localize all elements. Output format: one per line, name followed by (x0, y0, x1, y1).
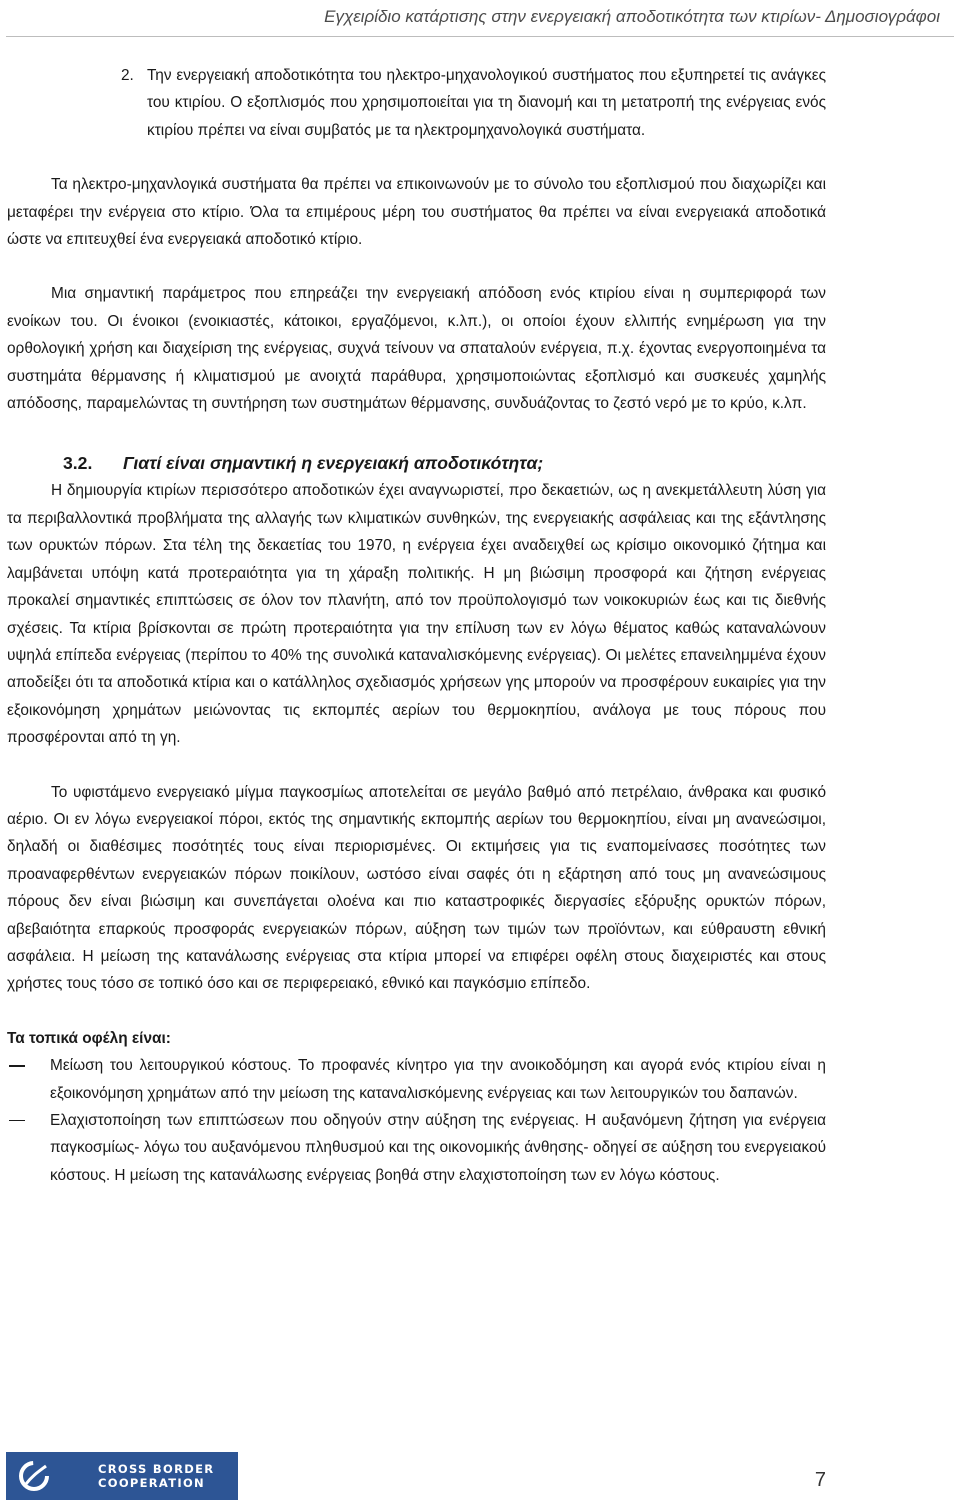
list-item (7, 1107, 826, 1189)
circle-logo-icon (16, 1458, 52, 1494)
paragraph-energy-mix: Το υφιστάμενο ενεργειακό μίγμα παγκοσμίως αποτελείται σε μεγάλο βαθμό από πετρέλαιο, άνθρακα και φυσικό αέριο. Οι εν λόγω ενεργειακοί πόροι, εκτός της σημαντικής εκπομπής αερίων του θερμοκηπίου, είναι μη ανανεώσιμοι, δηλαδή οι διαθέσιμες ποσότητές τους είναι περιορισμένες. Οι εκτιμήσεις για τις εναπομείνασες ποσότητες των προαναφερθέντων ενεργειακών πόρων ποικίλουν, ωστόσο είναι σαφές ότι η εξάρτηση από τους μη ανανεώσιμους πόρους δεν είναι βιώσιμη και συνεπάγεται ολοένα και πιο καταστροφικές διεργασίες εξόρυξης ορυκτών πόρων, αβεβαιότητα επαρκούς προσφοράς ενεργειακών πόρων, αύξηση των τιμών των προϊόντων, και εύθραυστη εθνική ασφάλεια. Η μείωση της κατανάλωσης ενέργειας στα κτίρια μπορεί να επιφέρει οφέλη στους διαχειριστές και στους χρήστες τους τόσο σε τοπικό όσο και σε περιφερειακό, εθνικό και παγκόσμιο επίπεδο. (7, 783, 826, 993)
list-item-2 (121, 62, 826, 144)
header-divider (6, 36, 954, 37)
benefit-text: Ελαχιστοποίηση των επιπτώσεων που οδηγούν στην αύξηση της ενέργειας. Η αυξανόμενη ζήτηση για ενέργεια παγκοσμίως- λόγω του αυξανόμενου πληθυσμού και της οικονομικής άνθησης- οδηγεί σε αύξηση του ενεργειακού κόστους. Η μείωση της κατανάλωσης ενέργειας βοηθά στην ελαχιστοποίηση των εν λόγω κόστους. (50, 1112, 826, 1184)
list-item (7, 1052, 826, 1107)
section-number: 3.2. (63, 453, 93, 474)
paragraph-importance: Η δημιουργία κτιρίων περισσότερο αποδοτικών έχει αναγνωριστεί, προ δεκαετιών, ως η ανεκμετάλλευτη λύση για τα περιβαλλοντικά προβλήματα της αλλαγής των κλιματικών συνθηκών, της ενεργειακής ασφάλειας και της εξάντλησης των ορυκτών πόρων. Στα τέλη της δεκαετίας του 1970, η ενέργεια έχει αναδειχθεί ως κρίσιμο οικονομικό ζήτημα και λαμβάνεται υπόψη κατά προτεραιότητα για τη χάραξη πολιτικής. Η μη βιώσιμη προσφορά και ζήτηση ενέργειας προκαλεί σημαντικές επιπτώσεις σε όλον τον πλανήτη, από τον προϋπολογισμό των νοικοκυριών έως και τις διεθνής σχέσεις. Τα κτίρια βρίσκονται σε πρώτη προτεραιότητα για την επίλυση των εν λόγω θέματος καθώς καταναλώνουν υψηλά επίπεδα ενέργειας (περίπου το 40% της συνολικά καταναλισκόμενης ενέργειας). Οι μελέτες επανειλημμένα έχουν αποδείξει ότι τα αποδοτικά κτίρια και ο κατάλληλος σχεδιασμός χρήσεων γης μπορούν να προσφέρουν ευκαιρίες για την εξοικονόμηση χρημάτων μειώνοντας τις εκπομπές αερίων του θερμοκηπίου, ανάλογα με τους πόρους που προσφέρονται από τη γη. (7, 482, 826, 747)
page-body (7, 62, 826, 1189)
list-item-number: 2. (121, 67, 134, 84)
logo-line-1: CROSS BORDER (98, 1462, 215, 1476)
section-heading (7, 449, 826, 477)
page-number: 7 (814, 1469, 826, 1491)
logo-line-2: COOPERATION (98, 1476, 205, 1490)
paragraph-systems: Τα ηλεκτρο-μηχανλογικά συστήματα θα πρέπει να επικοινωνούν με το σύνολο του εξοπλισμού που διαχωρίζει και μεταφέρει την ενέργεια στο κτίριο. Όλα τα επιμέρους μέρη του συστήματος θα πρέπει να είναι ενεργειακά αποδοτικά ώστε να επιτευχθεί ένα ενεργειακά αποδοτικό κτίριο. (7, 176, 826, 249)
dash-bullet-icon (9, 1065, 25, 1066)
logo-text (98, 1462, 214, 1490)
benefits-heading: Τα τοπικά οφέλη είναι: (7, 1029, 171, 1047)
dash-bullet-icon (9, 1120, 25, 1121)
benefits-list (7, 1052, 826, 1189)
cross-border-cooperation-logo (6, 1452, 238, 1500)
section-title: Γιατί είναι σημαντική η ενεργειακή αποδοτικότητα; (123, 453, 544, 474)
benefit-text: Μείωση του λειτουργικού κόστους. Το προφανές κίνητρο για την ανοικοδόμηση και αγορά ενός κτιρίου είναι η εξοικονόμηση χρημάτων από την μείωση της καταναλισκόμενης ενέργειας και των λειτουργικών του δαπανών. (50, 1057, 826, 1102)
paragraph-occupants: Μια σημαντική παράμετρος που επηρεάζει την ενεργειακή απόδοση ενός κτιρίου είναι η συμπεριφορά των ενοίκων του. Οι ένοικοι (ενοικιαστές, κάτοικοι, εργαζόμενοι, κ.λπ.), οι οποίοι έχουν ελλιπής ενημέρωση για την ορθολογική χρήση και διαχείριση της ενέργειας, συχνά τείνουν να σπαταλούν ενέργεια, π.χ. έχοντας ενεργοποιημένα τα συστημάτα θέρμανσης ή κλιματισμού με ανοιχτά παράθυρα, χρησιμοποιώντας εξοπλισμό και συσκευές χαμηλής απόδοσης, παραμελώντας τη συντήρηση των συστημάτων θέρμανσης, συνδυάζοντας το ζεστό νερό με το κρύο, κ.λπ. (7, 285, 826, 413)
list-item-text: Την ενεργειακή αποδοτικότητα του ηλεκτρο-μηχανολογικού συστήματος που εξυπηρετεί τις ανάγκες του κτιρίου. Ο εξοπλισμός που χρησιμοποιείται για τη διανομή και τη μετατροπή της ενέργειας ενός κτιρίου πρέπει να είναι συμβατός με τα ηλεκτρομηχανολογικά συστήματα. (147, 67, 826, 139)
running-header: Εγχειρίδιο κατάρτισης στην ενεργειακή αποδοτικότητα των κτιρίων- Δημοσιογράφοι (324, 7, 940, 26)
